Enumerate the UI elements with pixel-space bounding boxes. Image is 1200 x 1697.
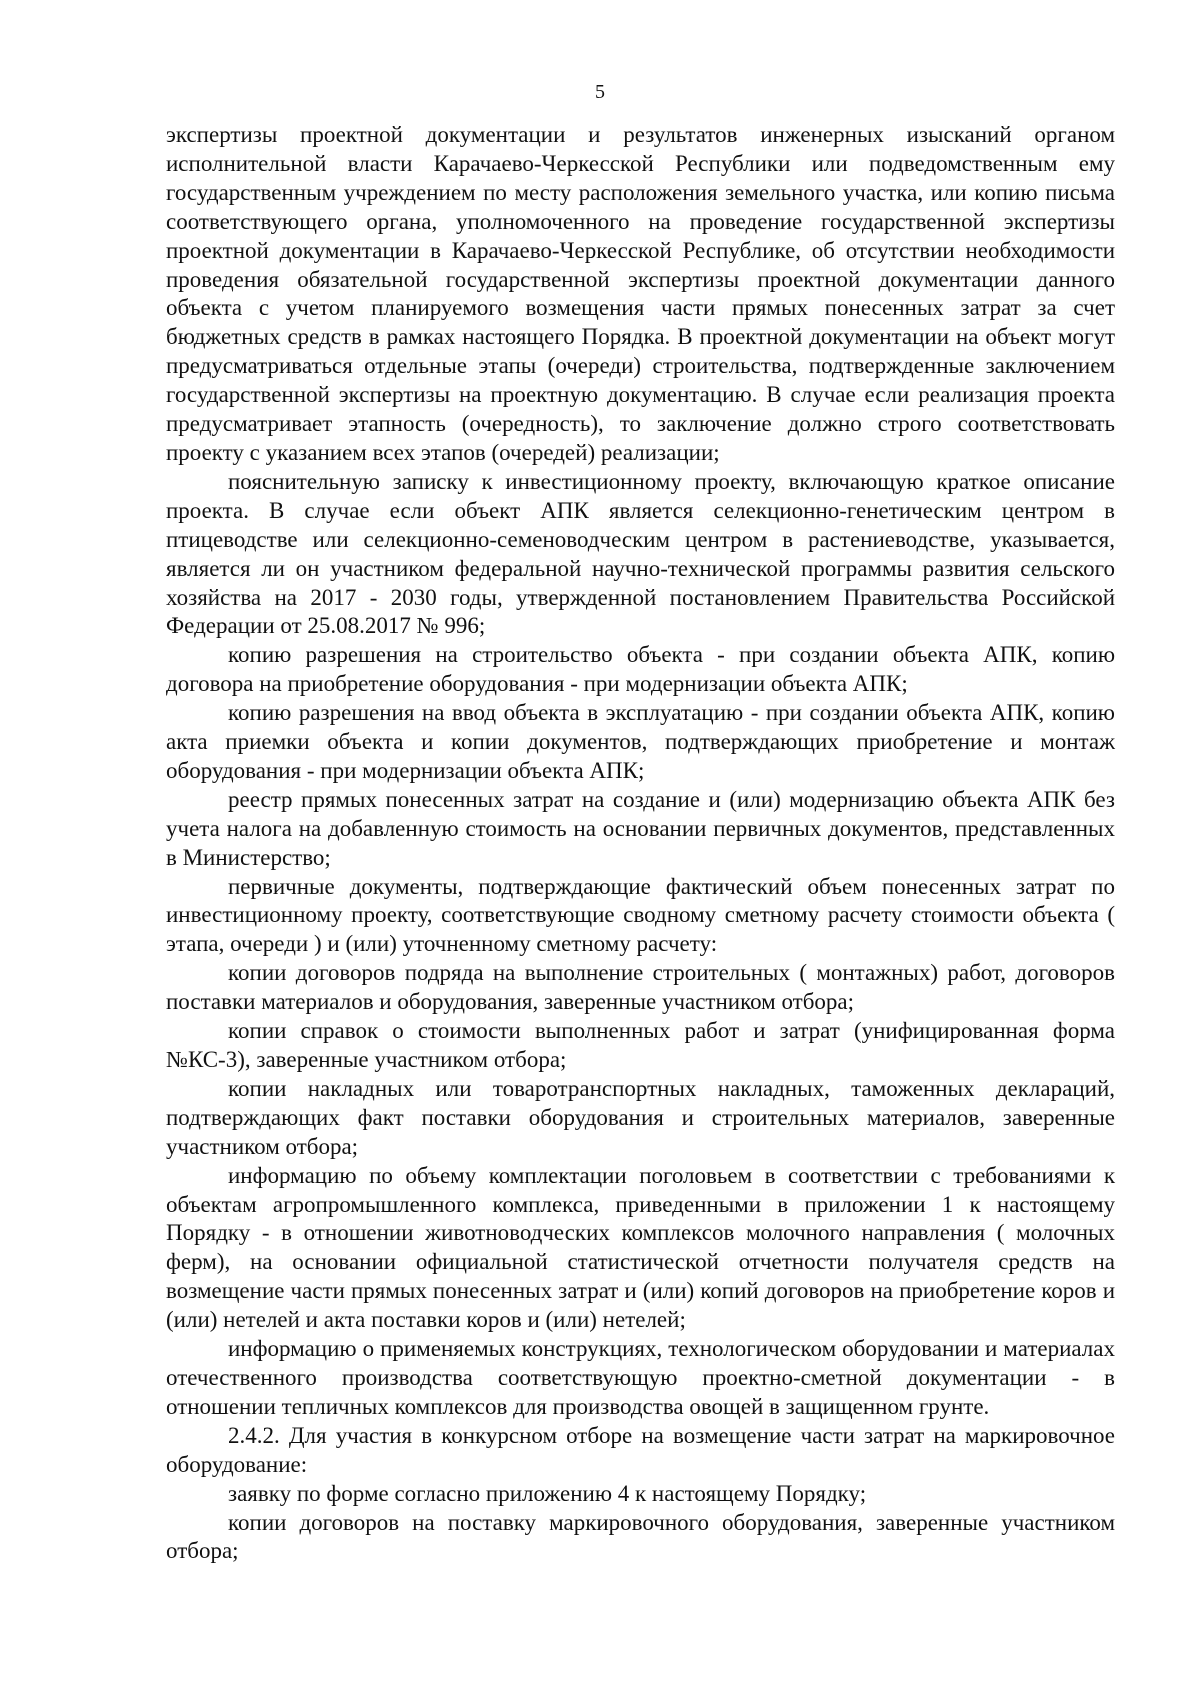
page-number: 5 xyxy=(595,81,605,103)
paragraph: копию разрешения на строительство объекта - при создании объекта АПК, копию договора на приобретение оборудования - при модернизации объекта АПК; xyxy=(166,642,1115,697)
paragraph: заявку по форме согласно приложению 4 к настоящему Порядку; xyxy=(228,1480,867,1506)
document-body xyxy=(166,121,1115,1566)
paragraph: 2.4.2. Для участия в конкурсном отборе на возмещение части затрат на маркировочное оборудование: xyxy=(166,1422,1115,1477)
paragraph-continuation: экспертизы проектной документации и результатов инженерных изысканий органом исполнительной власти Карачаево-Черкесской Республики или подведомственным ему государственным учреждением по месту расположения земельного участка, или копию письма соответствующего органа, уполномоченного на проведение государственной экспертизы проектной документации в Карачаево-Черкесской Республике, об отсутствии необходимости проведения обязательной государственной экспертизы проектной документации данного объекта с учетом планируемого возмещения части прямых понесенных затрат за счет бюджетных средств в рамках настоящего Порядка. В проектной документации на объект могут предусматриваться отдельные этапы (очереди) строительства, подтвержденные заключением государственной экспертизы на проектную документацию. В случае если реализация проекта предусматривает этапность (очередность), то заключение должно строго соответствовать проекту с указанием всех этапов (очередей) реализации; xyxy=(166,122,1115,465)
paragraph: реестр прямых понесенных затрат на создание и (или) модернизацию объекта АПК без учета налога на добавленную стоимость на основании первичных документов, представленных в Министерство; xyxy=(166,786,1115,870)
paragraph: копии накладных или товаротранспортных накладных, таможенных деклараций, подтверждающих факт поставки оборудования и строительных материалов, заверенные участником отбора; xyxy=(166,1075,1115,1159)
paragraph: пояснительную записку к инвестиционному проекту, включающую краткое описание проекта. В случае если объект АПК является селекционно-генетическим центром в птицеводстве или селекционно-семеноводческим центром в растениеводстве, указывается, является ли он участником федеральной научно-технической программы развития сельского хозяйства на 2017 - 2030 годы, утвержденной постановлением Правительства Российской Федерации от 25.08.2017 № 996; xyxy=(166,468,1115,639)
paragraph: первичные документы, подтверждающие фактический объем понесенных затрат по инвестиционному проекту, соответствующие сводному сметному расчету стоимости объекта ( этапа, очереди ) и (или) уточненному сметному расчету: xyxy=(166,873,1115,957)
paragraph: копии договоров на поставку маркировочного оборудования, заверенные участником отбора; xyxy=(166,1509,1115,1564)
paragraph: информацию о применяемых конструкциях, технологическом оборудовании и материалах отечественного производства соответствующую проектно-сметной документации - в отношении тепличных комплексов для производства овощей в защищенном грунте. xyxy=(166,1336,1115,1419)
paragraph: копии справок о стоимости выполненных работ и затрат (унифицированная форма №КС-3), заверенные участником отбора; xyxy=(166,1018,1115,1072)
paragraph: копии договоров подряда на выполнение строительных ( монтажных) работ, договоров поставки материалов и оборудования, заверенные участником отбора; xyxy=(166,960,1115,1015)
paragraph: копию разрешения на ввод объекта в эксплуатацию - при создании объекта АПК, копию акта приемки объекта и копии документов, подтверждающих приобретение и монтаж оборудования - при модернизации объекта АПК; xyxy=(166,700,1115,783)
paragraph: информацию по объему комплектации поголовьем в соответствии с требованиями к объектам агропромышленного комплекса, приведенными в приложении 1 к настоящему Порядку - в отношении животноводческих комплексов молочного направления ( молочных ферм), на основании официальной статистической отчетности получателя средств на возмещение части прямых понесенных затрат и (или) копий договоров на приобретение коров и (или) нетелей и акта поставки коров и (или) нетелей; xyxy=(166,1162,1115,1333)
